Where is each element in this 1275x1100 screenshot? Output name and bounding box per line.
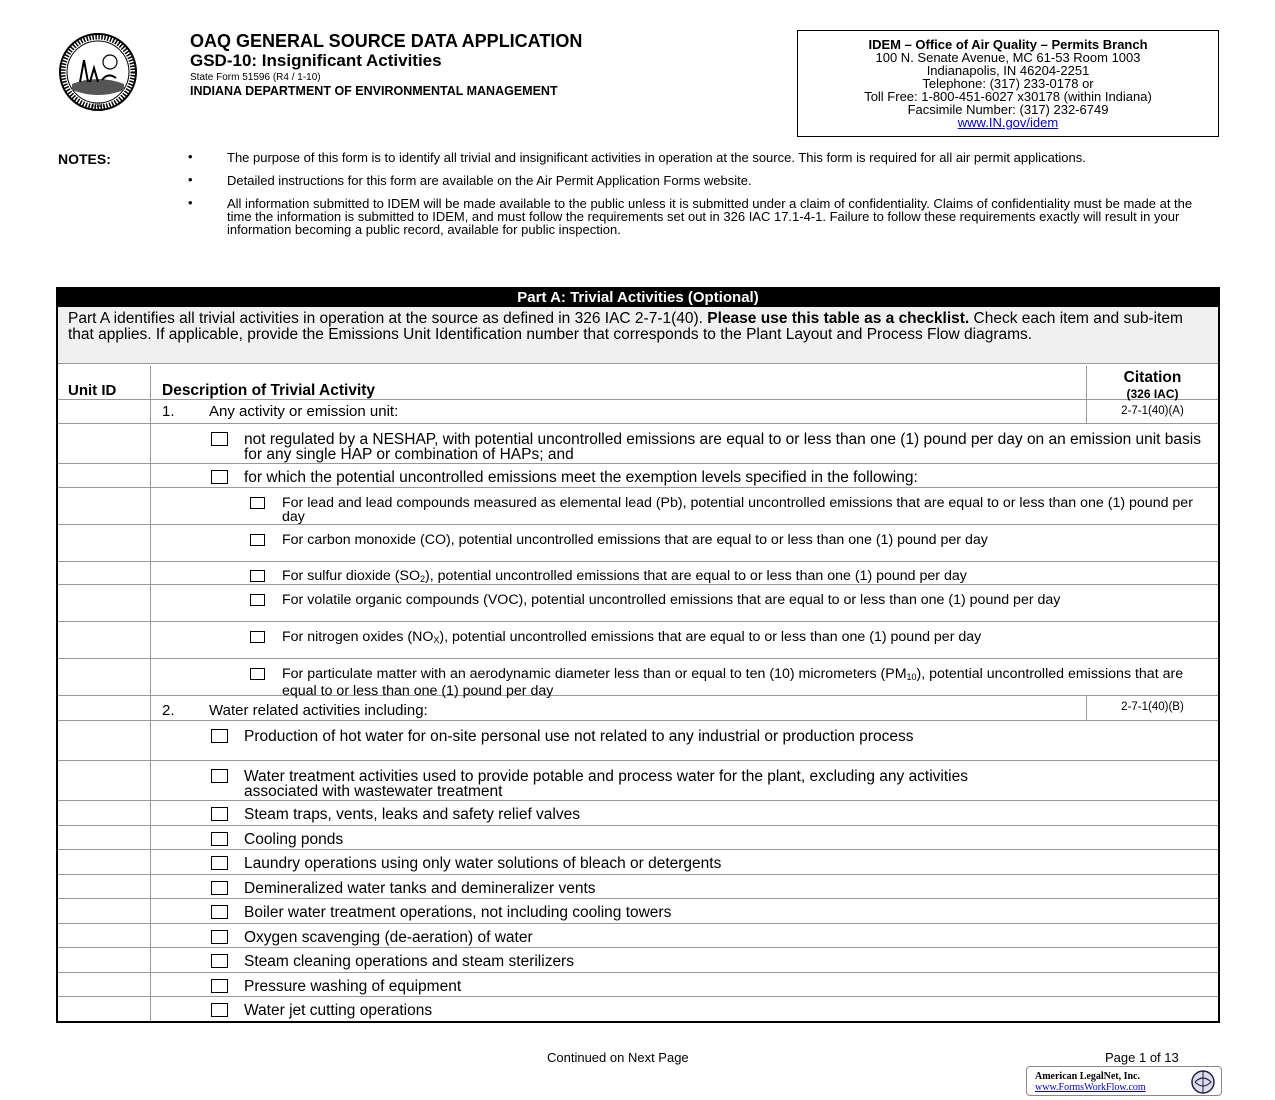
unit-id-cell[interactable] [58,899,151,923]
checkbox[interactable] [250,570,265,582]
table-row [58,400,1218,424]
checkbox[interactable] [250,631,265,643]
bullet: • [188,172,193,187]
note-item: • The purpose of this form is to identify all trivial and insignificant activities in operation at the source. This form is required for all air permit applications. [188,149,1086,165]
option-text: for which the potential uncontrolled emissions meet the exemption levels specified in the following: [244,469,918,486]
option-text: Water jet cutting operations [244,1002,433,1019]
table-row [58,997,1218,1021]
unit-id-cell[interactable] [58,924,151,948]
option-text: Oxygen scavenging (de-aeration) of water [244,928,533,946]
table-row [58,562,1218,585]
table-row [58,721,1218,761]
agency-name: INDIANA DEPARTMENT OF ENVIRONMENTAL MANAGEMENT [190,84,558,98]
state-seal-logo [58,32,138,112]
table-row [58,948,1218,973]
pollutant-pm10-text: For particulate matter with an aerodynamic diameter less than or equal to ten (10) micrometers $(PM_{10})$, potential uncontrolled emissions that are equal to or less than one (1) pound per day [282,666,1184,699]
checkbox[interactable] [250,534,265,546]
option-text: Steam traps, vents, leaks and safety relief valves [244,806,580,823]
form-title: OAQ GENERAL SOURCE DATA APPLICATION [190,31,583,51]
table-row [58,801,1218,826]
option-text: Demineralized water tanks and demineralizer vents [244,879,596,897]
form-header [190,31,750,98]
unit-id-cell[interactable] [58,973,151,997]
form-number: State Form 51596 (R4 / 1-10) [190,72,321,83]
address-box [797,30,1219,137]
unit-id-cell[interactable] [58,464,151,487]
table-row [58,973,1218,998]
city-address: Indianapolis, IN 46204-2251 [926,63,1090,78]
unit-id-cell[interactable] [58,721,151,760]
pollutant-lead-text: For lead and lead compounds measured as elemental lead (Pb), potential uncontrolled emissions that are equal to or less than one (1) pound per day [282,495,1193,525]
bullet: • [188,195,193,210]
unit-id-cell[interactable] [58,948,151,972]
table-row [58,525,1218,562]
item-label: Any activity or emission unit: [209,403,399,420]
checkbox[interactable] [211,930,228,944]
unit-id-cell[interactable] [58,850,151,874]
unit-id-cell[interactable] [58,875,151,899]
notes-label: NOTES: [58,151,111,167]
table-row [58,424,1218,464]
notes-list [188,151,1213,246]
unit-id-cell[interactable] [58,696,151,720]
option-text: Cooling ponds [244,830,344,848]
option-text: Pressure washing of equipment [244,977,462,995]
table-row [58,875,1218,900]
item-number: 1. [162,403,175,420]
pollutant-co-text: For carbon monoxide (CO), potential uncontrolled emissions that are equal to or less than one (1) pound per day [282,532,988,548]
option-text: Laundry operations using only water solutions of bleach or detergents [244,855,722,872]
unit-id-cell[interactable] [58,525,151,561]
checkbox[interactable] [250,594,265,606]
table-row [58,488,1218,525]
bullet: • [188,149,193,164]
table-row [58,464,1218,488]
item-label: Water related activities including: [209,702,428,719]
form-subtitle: GSD-10: Insignificant Activities [190,51,442,70]
unit-id-cell[interactable] [58,801,151,825]
part-a-table [56,287,1220,1023]
col-description: Description of Trivial Activity [162,382,376,399]
part-a-intro: Part A identifies all trivial activities in operation at the source as defined in 326 IAC 2-7-1(40). Please use this table as a checklist. Check each item and sub-item that applies. If applicable, provide the Emissions Unit Identification number that corresponds to the Plant Layout and Process Flow diagrams. [58,307,1218,364]
checkbox[interactable] [211,432,228,446]
note-item: • All information submitted to IDEM will be made available to the public unless it is submitted under a claim of confidentiality. Claims of confidentiality must be made at the time the information is submitted to IDEM, and must follow the requirements set out in 326 IAC 17.1-4-1. Failure to follow these requirements exactly will result in your information becoming a public record, available for public inspection. [188,195,1193,237]
checkbox[interactable] [211,832,228,846]
table-row [58,924,1218,949]
pollutant-nox-text: For nitrogen oxides $(NO_X)$, potential uncontrolled emissions that are equal to or less than one (1) pound per day [282,629,982,645]
table-row [58,696,1218,721]
checkbox[interactable] [211,1003,228,1017]
option-text: not regulated by a NESHAP, with potential uncontrolled emissions are equal to or less than one (1) pound per day on an emission unit basis for any single HAP or combination of HAPs; and [244,431,1201,463]
option-text: Boiler water treatment operations, not including cooling towers [244,904,672,921]
unit-id-cell[interactable] [58,400,151,423]
checkbox[interactable] [211,769,228,783]
part-a-title: Part A: Trivial Activities (Optional) [58,289,1218,307]
table-header-row [58,366,1218,400]
table-row [58,585,1218,622]
item-number: 2. [162,702,175,719]
seal-year: 1816 [92,103,104,109]
option-text: Water treatment activities used to provide potable and process water for the plant, excluding any activities associated with wastewater treatment [244,768,968,800]
website-link[interactable]: www.IN.gov/idem [957,115,1059,130]
checkbox[interactable] [250,668,265,680]
unit-id-cell[interactable] [58,659,151,695]
unit-id-cell[interactable] [58,761,151,800]
option-text: Steam cleaning operations and steam sterilizers [244,953,574,970]
vendor-name: American LegalNet, Inc. [1035,1071,1140,1082]
unit-id-cell[interactable] [58,585,151,621]
checkbox[interactable] [211,979,228,993]
col-citation: Citation (326 IAC) [1086,366,1218,399]
pollutant-voc-text: For volatile organic compounds (VOC), potential uncontrolled emissions that are equal to or less than one (1) pound per day [282,592,1061,608]
vendor-url[interactable]: www.FormsWorkFlow.com [1035,1082,1146,1093]
unit-id-cell[interactable] [58,488,151,524]
checkbox[interactable] [250,497,265,509]
checkbox[interactable] [211,807,228,821]
checkbox[interactable] [211,729,228,743]
checkbox[interactable] [211,856,228,870]
checkbox[interactable] [211,881,228,895]
note-item: • Detailed instructions for this form are available on the Air Permit Application Forms website. [188,172,752,188]
toll-free: Toll Free: 1-800-451-6027 x30178 (within Indiana) [864,89,1152,104]
office-name: IDEM – Office of Air Quality – Permits Branch [868,37,1148,52]
option-text: Production of hot water for on-site personal use not related to any industrial or production process [244,728,914,745]
table-row [58,622,1218,659]
table-row [58,761,1218,801]
checkbox[interactable] [211,954,228,968]
unit-id-cell[interactable] [58,424,151,463]
checkbox[interactable] [211,905,228,919]
street-address: 100 N. Senate Avenue, MC 61-53 Room 1003 [875,50,1141,65]
checkbox[interactable] [211,470,228,484]
page-number: Page 1 of 13 [1105,1050,1179,1065]
continued-note: Continued on Next Page [547,1050,689,1065]
globe-icon [1189,1069,1217,1095]
unit-id-cell[interactable] [58,997,151,1021]
col-unit-id: Unit ID [58,366,151,399]
unit-id-cell[interactable] [58,826,151,850]
table-row [58,659,1218,699]
citation-cell: 2-7-1(40)(B) [1086,696,1218,720]
citation-cell: 2-7-1(40)(A) [1086,400,1218,423]
unit-id-cell[interactable] [58,562,151,584]
table-row [58,850,1218,875]
unit-id-cell[interactable] [58,622,151,658]
pollutant-so2-text: For sulfur dioxide $(SO_2)$, potential uncontrolled emissions that are equal to or less than one (1) pound per day [282,568,967,584]
fax: Facsimile Number: (317) 232-6749 [907,102,1109,117]
table-row [58,899,1218,924]
table-row [58,826,1218,851]
vendor-logo[interactable] [1026,1066,1222,1096]
phone: Telephone: (317) 233-0178 or [922,76,1094,91]
